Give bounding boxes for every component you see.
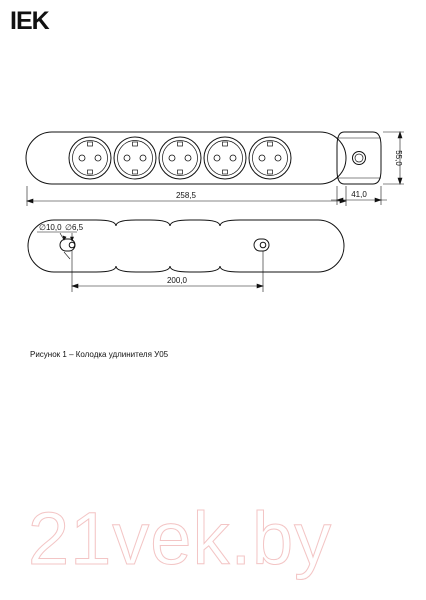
mounting-hole-left (60, 239, 75, 251)
front-view-outline (26, 132, 346, 184)
side-view-port (353, 152, 366, 165)
socket-row (69, 137, 291, 179)
side-view (337, 132, 381, 184)
socket (159, 137, 201, 179)
hole-large-label: ∅10,0 (39, 223, 62, 232)
socket (114, 137, 156, 179)
front-view (26, 132, 346, 184)
side-height-label: 55,0 (394, 150, 403, 166)
figure-caption: Рисунок 1 – Колодка удлинителя У05 (30, 350, 169, 359)
hole-small-label: ∅6,5 (65, 223, 84, 232)
brand-logo: IEK (10, 7, 49, 35)
front-length-label: 258,5 (175, 191, 197, 200)
hole-spacing-label: 200,0 (166, 276, 188, 285)
socket (204, 137, 246, 179)
side-view-outline (337, 132, 381, 184)
socket (69, 137, 111, 179)
mounting-hole-right (254, 239, 269, 251)
hole-diameter-leaders (37, 232, 77, 259)
watermark: 21vek.by (28, 497, 333, 580)
side-width-label: 41,0 (351, 190, 367, 199)
socket (249, 137, 291, 179)
